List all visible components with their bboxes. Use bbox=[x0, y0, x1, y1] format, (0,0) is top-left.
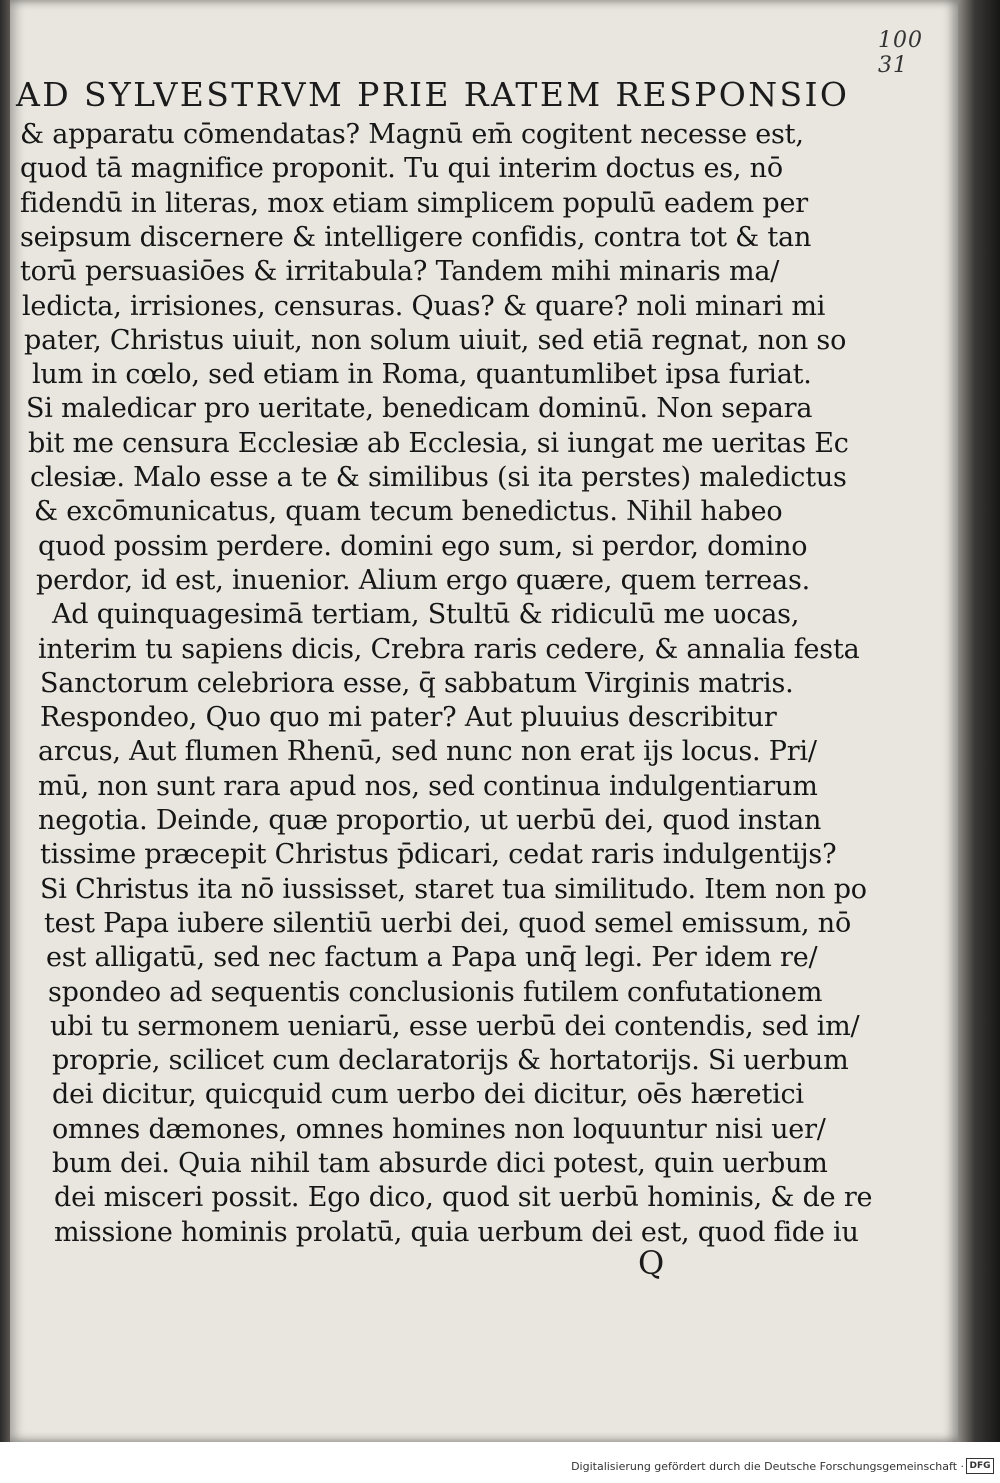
text-line: tissime præcepit Christus p̄dicari, cedat raris indulgentijs? bbox=[40, 839, 837, 871]
dfg-logo: DFG bbox=[966, 1458, 994, 1474]
text-line: perdor, id est, inuenior. Alium ergo quære, quem terreas. bbox=[36, 564, 810, 596]
text-line: ubi tu sermonem ueniarū, esse uerbū dei contendis, sed im/ bbox=[50, 1010, 860, 1042]
text-line: ledicta, irrisiones, censuras. Quas? & quare? noli minari mi bbox=[22, 290, 826, 322]
text-line: proprie, scilicet cum declaratorijs & hortatorijs. Si uerbum bbox=[52, 1045, 849, 1077]
text-line: bit me censura Ecclesiæ ab Ecclesia, si iungat me ueritas Ec bbox=[28, 427, 849, 459]
page-edge-shadow bbox=[958, 0, 1000, 1442]
text-line: arcus, Aut flumen Rhenū, sed nunc non erat ijs locus. Pri/ bbox=[38, 736, 817, 768]
text-line: lum in cœlo, sed etiam in Roma, quantumlibet ipsa furiat. bbox=[32, 359, 812, 391]
text-line: est alligatū, sed nec factum a Papa unq̄ legi. Per idem re/ bbox=[46, 942, 818, 974]
text-line: Si maledicar pro ueritate, benedicam dominū. Non separa bbox=[26, 393, 813, 425]
text-line: mū, non sunt rara apud nos, sed continua indulgentiarum bbox=[38, 770, 818, 802]
catchword: Q bbox=[638, 1244, 665, 1282]
funding-credit: Digitalisierung gefördert durch die Deutsche Forschungsgemeinschaft · bbox=[571, 1460, 964, 1473]
text-line: dei dicitur, quicquid cum uerbo dei dicitur, oēs hæretici bbox=[52, 1079, 804, 1111]
text-line: missione hominis prolatū, quia uerbum dei est, quod fide iu bbox=[54, 1216, 859, 1248]
text-line: spondeo ad sequentis conclusionis futilem confutationem bbox=[48, 976, 823, 1008]
text-line: clesiæ. Malo esse a te & similibus (si ita perstes) maledictus bbox=[30, 462, 847, 493]
text-line: Ad quinquagesimā tertiam, Stultū & ridiculū me uocas, bbox=[52, 599, 800, 631]
text-line: Sanctorum celebriora esse, q̄ sabbatum Virginis matris. bbox=[40, 667, 794, 699]
book-spine-shadow bbox=[0, 0, 10, 1442]
text-line: pater, Christus uiuit, non solum uiuit, sed etiā regnat, non so bbox=[24, 324, 847, 356]
folio-number: 100 31 bbox=[878, 28, 923, 78]
text-line: bum dei. Quia nihil tam absurde dici potest, quin uerbum bbox=[52, 1148, 828, 1179]
text-line: interim tu sapiens dicis, Crebra raris cedere, & annalia festa bbox=[38, 633, 860, 665]
text-line: fidendū in literas, mox etiam simplicem populū eadem per bbox=[20, 187, 808, 219]
footer-bar bbox=[0, 1442, 1000, 1483]
text-line: quod tā magnifice proponit. Tu qui interim doctus es, nō bbox=[20, 153, 783, 185]
text-line: omnes dæmones, omnes homines non loquuntur nisi uer/ bbox=[52, 1113, 826, 1145]
text-line: dei misceri possit. Ego dico, quod sit uerbū hominis, & de re bbox=[54, 1182, 873, 1214]
text-line: Respondeo, Quo quo mi pater? Aut pluuius describitur bbox=[40, 702, 777, 734]
book-page bbox=[10, 0, 958, 1442]
text-line: & excōmunicatus, quam tecum benedictus. Nihil habeo bbox=[34, 496, 783, 528]
text-line: torū persuasiōes & irritabula? Tandem mihi minaris ma/ bbox=[20, 256, 780, 288]
text-line: test Papa iubere silentiū uerbi dei, quod semel emissum, nō bbox=[44, 907, 852, 939]
text-line: quod possim perdere. domini ego sum, si perdor, domino bbox=[38, 530, 808, 562]
text-line: negotia. Deinde, quæ proportio, ut uerbū dei, quod instan bbox=[38, 805, 822, 836]
text-line: Si Christus ita nō iussisset, staret tua similitudo. Item non po bbox=[40, 873, 867, 905]
text-line: & apparatu cōmendatas? Magnū em̄ cogitent necesse est, bbox=[20, 119, 804, 150]
running-head: AD SYLVESTRVM PRIE RATEM RESPONSIO bbox=[16, 75, 850, 114]
text-line: seipsum discernere & intelligere confidis, contra tot & tan bbox=[20, 221, 812, 253]
